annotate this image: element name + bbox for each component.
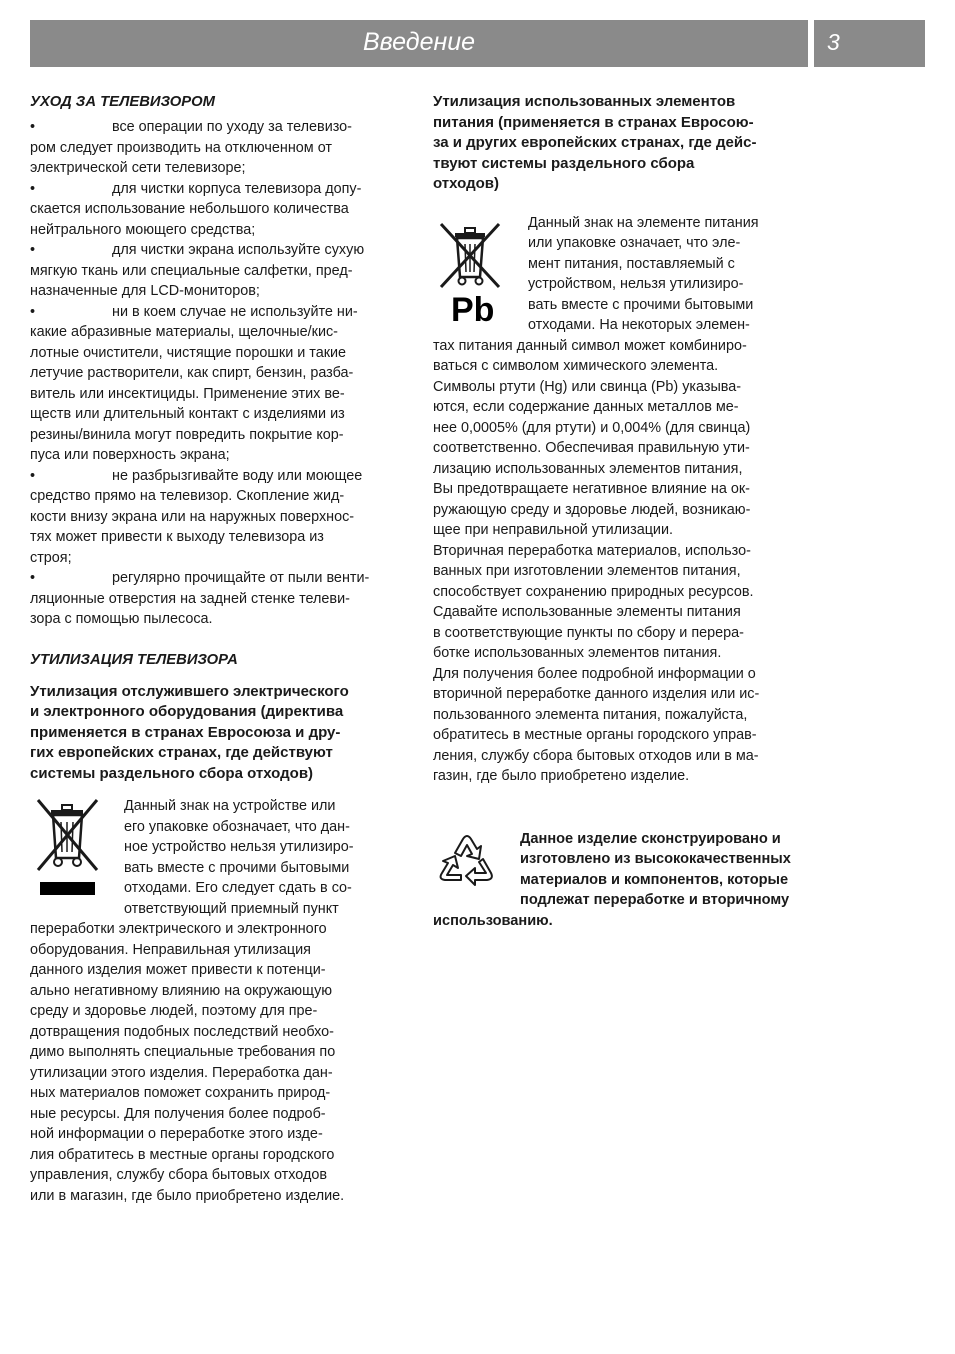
care-heading: УХОД ЗА ТЕЛЕВИЗОРОМ bbox=[30, 94, 215, 110]
care-bullet: • для чистки корпуса телевизора допу- скается использование небольшого количества нейтрального моющего средства; bbox=[30, 180, 362, 238]
bullet-dot: • bbox=[30, 303, 36, 320]
batteries-subheading: Утилизация использованных элементов питания (применяется в странах Евросою- за и других европейских странах, где дейс- твуют системы раздельного сбора отходов) bbox=[433, 93, 757, 192]
bullet-dot: • bbox=[30, 180, 36, 197]
recycle-block bbox=[433, 829, 828, 932]
care-bullet: • все операции по уходу за телевизо- ром следует производить на отключенном от электрической сети телевизоре; bbox=[30, 119, 352, 176]
page-title: Введение bbox=[362, 28, 476, 56]
pb-label: Pb bbox=[451, 290, 495, 326]
weee-block bbox=[30, 796, 415, 1206]
care-bullet: • регулярно прочищайте от пыли венти- ляционные отверстия на задней стенке телеви- зора с помощью пылесоса. bbox=[30, 570, 370, 627]
right-column bbox=[433, 92, 828, 931]
bullet-dot: • bbox=[30, 467, 36, 484]
care-bullet: • ни в коем случае не используйте ни- какие абразивные материалы, щелочные/кис- лотные очистители, чистящие порошки и такие летучие растворители, как спирт, бензин, разба- витель или инсектициды. Применение этих ве- ществ или длительный контакт с изделиями из резины/винила могут повредить покрытие кор- пуса или поверхность экрана; bbox=[30, 303, 358, 463]
disposal-tv-heading: УТИЛИЗАЦИЯ ТЕЛЕВИЗОРА bbox=[30, 651, 238, 668]
bullet-dot: • bbox=[30, 119, 36, 135]
crossed-out-bin-pb-icon bbox=[433, 213, 528, 336]
bullet-dot: • bbox=[30, 242, 36, 258]
left-column bbox=[30, 92, 415, 1206]
page-number-box bbox=[814, 20, 925, 67]
battery-text-below: тах питания данный символ может комбиниро- ваться с символом химического элемента. Символы ртути (Hg) или свинца (Pb) указыва- ются, если содержание данных металлов ме- нее 0,0005% (для ртути) и 0,004% (для свинца) соответственно. Обеспечивая правильную ути- лизацию использованных элементов питания, Вы предотвращаете негативное влияние на ок- ружающую среду и здоровье людей, возникаю- щее при неправильной утилизации. Вторичная переработка материалов, использо- ванных при изготовлении элементов питания, способствует сохранению природных ресурсов. Сдавайте использованные элементы питания в соответствующие пункты по сбору и перера- ботке использованных элементов питания. Для получения более подробной информации о вторичной переработке данного изделия или ис- пользованного элемента питания, пожалуйста, обратитесь в местные органы городского управ- ления, службу сбора бытовых отходов или в ма- газин, где было приобретено изделие. bbox=[433, 337, 760, 784]
care-bullet-list bbox=[30, 117, 415, 630]
battery-text-beside: Данный знак на элементе питания или упаковке означает, что эле- мент питания, поставляемый с устройством, нельзя утилизиро- вать вместе с прочими бытовыми отходами. На некоторых элемен- bbox=[528, 214, 759, 333]
recycle-text: Данное изделие сконструировано и изготовлено из высококачественных материалов и компонентов, которые подлежат переработке и вторичному использованию. bbox=[433, 830, 791, 929]
care-bullet: • для чистки экрана используйте сухую мягкую ткань или специальные салфетки, пред- назначенные для LCD-мониторов; bbox=[30, 242, 365, 299]
disposal-tv-subheading: Утилизация отслужившего электрического и электронного оборудования (директива применяется в странах Евросоюза и дру- гих европейских странах, где действуют системы раздельного сбора отходов) bbox=[30, 682, 349, 782]
care-bullet: • не разбрызгивайте воду или моющее средство прямо на телевизор. Скопление жид- кости внизу экрана или на наружных поверхнос- тях может привести к выходу телевизора из строя; bbox=[30, 467, 363, 566]
crossed-out-wheelie-bin-icon bbox=[30, 796, 124, 901]
weee-text-beside: Данный знак на устройстве или его упаковке обозначает, что дан- ное устройство нельзя утилизиро- вать вместе с прочими бытовыми отходами. Его следует сдать в со- ответствующий приемный пункт bbox=[124, 798, 354, 917]
battery-block bbox=[433, 213, 828, 787]
weee-text-below: переработки электрического и электронного оборудования. Неправильная утилизация данного изделия может привести к потенци- ально негативному влиянию на окружающую среду и здоровье людей, поэтому для пре- дотвращения подобных последствий необхо- димо выполнять специальные требования по утилизации этого изделия. Переработка дан- ных материалов поможет сохранить природ- ные ресурсы. Для получения более подроб- ной информации о переработке этого изде- лия обратитесь в местные органы городского управления, службу сбора бытовых отходов или в магазин, где было приобретено изделие. bbox=[30, 921, 345, 1204]
page-number: 3 bbox=[827, 29, 840, 55]
recycle-arrows-icon bbox=[433, 829, 520, 909]
bullet-dot: • bbox=[30, 570, 36, 586]
header-title-bar bbox=[30, 20, 808, 67]
